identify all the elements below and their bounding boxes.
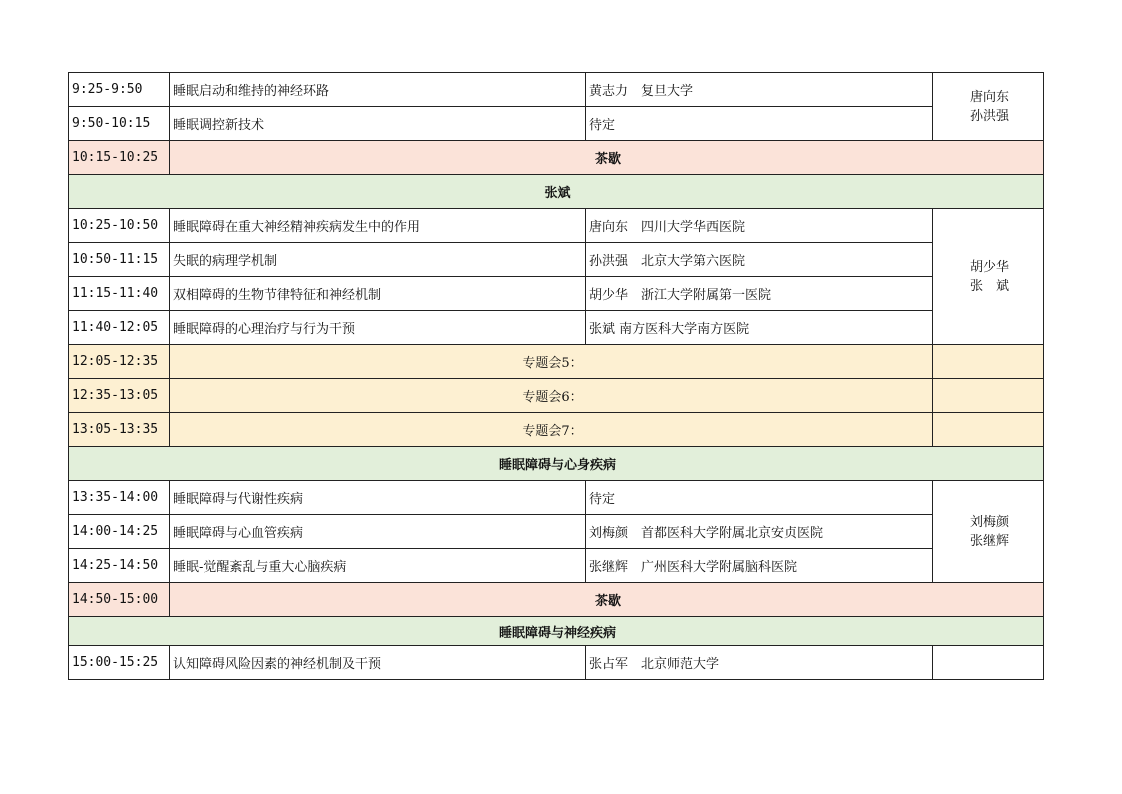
time-cell: 10:15-10:25 [69,141,170,175]
section-header-row [69,617,1044,646]
time-cell: 11:15-11:40 [69,277,170,311]
symposium-row [69,379,1044,413]
symposium-label: 专题会5： [170,345,933,379]
time-cell: 9:50-10:15 [69,107,170,141]
schedule-table [68,72,1044,680]
topic-cell: 睡眠调控新技术 [170,107,586,141]
time-cell: 9:25-9:50 [69,73,170,107]
symposium-row [69,413,1044,447]
chair-cell-empty [933,646,1044,680]
time-cell: 12:05-12:35 [69,345,170,379]
session-row [69,515,1044,549]
chair-name: 胡少华 [969,259,1009,275]
tea-break-label: 茶歇 [170,141,1044,175]
symposium-row [69,345,1044,379]
chair-name: 刘梅颜 [969,514,1009,530]
chair-cell-empty [933,345,1044,379]
speaker-cell: 张斌 南方医科大学南方医院 [586,311,933,345]
section-header-row [69,447,1044,481]
speaker-cell: 刘梅颜 首都医科大学附属北京安贞医院 [586,515,933,549]
time-cell: 13:05-13:35 [69,413,170,447]
speaker-cell: 孙洪强 北京大学第六医院 [586,243,933,277]
session-row [69,243,1044,277]
session-row [69,209,1044,243]
symposium-label: 专题会7： [170,413,933,447]
topic-cell: 睡眠障碍与代谢性疾病 [170,481,586,515]
speaker-cell: 张占军 北京师范大学 [586,646,933,680]
time-cell: 15:00-15:25 [69,646,170,680]
speaker-cell: 张继辉 广州医科大学附属脑科医院 [586,549,933,583]
chair-name: 唐向东 [969,89,1009,105]
topic-cell: 睡眠障碍的心理治疗与行为干预 [170,311,586,345]
session-row [69,646,1044,680]
section-title: 睡眠障碍与心身疾病 [69,447,1044,481]
chair-name: 张继辉 [969,533,1009,549]
session-row [69,549,1044,583]
time-cell: 11:40-12:05 [69,311,170,345]
topic-cell: 睡眠障碍与心血管疾病 [170,515,586,549]
time-cell: 10:25-10:50 [69,209,170,243]
symposium-label: 专题会6： [170,379,933,413]
section-title: 睡眠障碍与神经疾病 [69,617,1044,646]
chair-name: 孙洪强 [969,108,1009,124]
speaker-cell: 待定 [586,481,933,515]
topic-cell: 失眠的病理学机制 [170,243,586,277]
speaker-cell: 黄志力 复旦大学 [586,73,933,107]
chair-cell-empty [933,379,1044,413]
speaker-cell: 胡少华 浙江大学附属第一医院 [586,277,933,311]
chair-cell-empty [933,413,1044,447]
session-row [69,311,1044,345]
time-cell: 10:50-11:15 [69,243,170,277]
chair-cell [933,481,1044,583]
topic-cell: 双相障碍的生物节律特征和神经机制 [170,277,586,311]
time-cell: 14:25-14:50 [69,549,170,583]
topic-cell: 睡眠启动和维持的神经环路 [170,73,586,107]
topic-cell: 认知障碍风险因素的神经机制及干预 [170,646,586,680]
chair-cell [933,73,1044,141]
section-title: 张斌 [69,175,1044,209]
session-row [69,107,1044,141]
tea-break-row [69,583,1044,617]
topic-cell: 睡眠-觉醒紊乱与重大心脑疾病 [170,549,586,583]
speaker-cell: 唐向东 四川大学华西医院 [586,209,933,243]
section-header-row [69,175,1044,209]
time-cell: 13:35-14:00 [69,481,170,515]
tea-break-label: 茶歇 [170,583,1044,617]
session-row [69,277,1044,311]
chair-cell [933,209,1044,345]
time-cell: 14:50-15:00 [69,583,170,617]
topic-cell: 睡眠障碍在重大神经精神疾病发生中的作用 [170,209,586,243]
tea-break-row [69,141,1044,175]
session-row [69,481,1044,515]
session-row [69,73,1044,107]
chair-name: 张 斌 [969,278,1009,294]
time-cell: 14:00-14:25 [69,515,170,549]
time-cell: 12:35-13:05 [69,379,170,413]
speaker-cell: 待定 [586,107,933,141]
